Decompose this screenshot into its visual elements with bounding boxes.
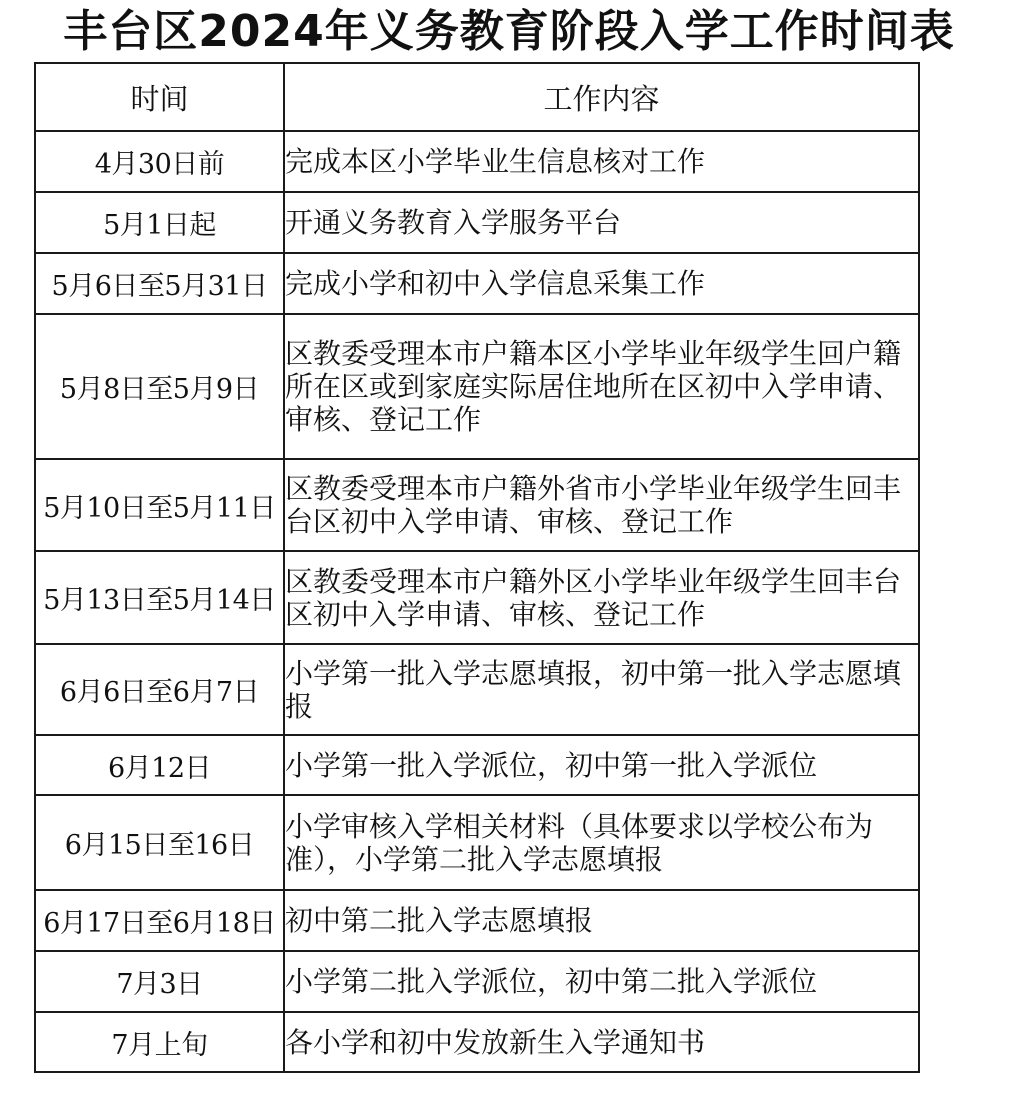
header-content: 工作内容 (284, 63, 919, 131)
time-cell: 6月6日至6月7日 (35, 644, 284, 735)
table-row (35, 951, 919, 1012)
time-cell: 5月8日至5月9日 (35, 314, 284, 459)
table-row (35, 551, 919, 644)
header-time: 时间 (35, 63, 284, 131)
content-cell: 小学审核入学相关材料（具体要求以学校公布为准），小学第二批入学志愿填报 (284, 795, 919, 890)
time-cell: 6月12日 (35, 735, 284, 795)
time-cell: 5月10日至5月11日 (35, 459, 284, 551)
content-cell: 区教委受理本市户籍外省市小学毕业年级学生回丰台区初中入学申请、审核、登记工作 (284, 459, 919, 551)
content-cell: 开通义务教育入学服务平台 (284, 192, 919, 253)
table-row (35, 131, 919, 192)
table-row (35, 795, 919, 890)
table-row (35, 192, 919, 253)
time-cell: 4月30日前 (35, 131, 284, 192)
table-row (35, 1012, 919, 1072)
time-cell: 5月1日起 (35, 192, 284, 253)
content-cell: 小学第一批入学派位，初中第一批入学派位 (284, 735, 919, 795)
page-title: 丰台区2024年义务教育阶段入学工作时间表 (63, 6, 955, 57)
time-cell: 5月13日至5月14日 (35, 551, 284, 644)
table-row (35, 735, 919, 795)
table-header-row (35, 63, 919, 131)
table-row (35, 890, 919, 951)
time-cell: 6月15日至16日 (35, 795, 284, 890)
content-cell: 完成本区小学毕业生信息核对工作 (284, 131, 919, 192)
table-row (35, 253, 919, 314)
table-row (35, 314, 919, 459)
schedule-table (34, 62, 920, 1073)
content-cell: 区教委受理本市户籍外区小学毕业年级学生回丰台区初中入学申请、审核、登记工作 (284, 551, 919, 644)
time-cell: 7月3日 (35, 951, 284, 1012)
content-cell: 完成小学和初中入学信息采集工作 (284, 253, 919, 314)
content-cell: 小学第一批入学志愿填报，初中第一批入学志愿填报 (284, 644, 919, 735)
time-cell: 5月6日至5月31日 (35, 253, 284, 314)
content-cell: 区教委受理本市户籍本区小学毕业年级学生回户籍所在区或到家庭实际居住地所在区初中入学申请、审核、登记工作 (284, 314, 919, 459)
time-cell: 6月17日至6月18日 (35, 890, 284, 951)
content-cell: 各小学和初中发放新生入学通知书 (284, 1012, 919, 1072)
content-cell: 小学第二批入学派位，初中第二批入学派位 (284, 951, 919, 1012)
content-cell: 初中第二批入学志愿填报 (284, 890, 919, 951)
table-row (35, 459, 919, 551)
time-cell: 7月上旬 (35, 1012, 284, 1072)
table-row (35, 644, 919, 735)
